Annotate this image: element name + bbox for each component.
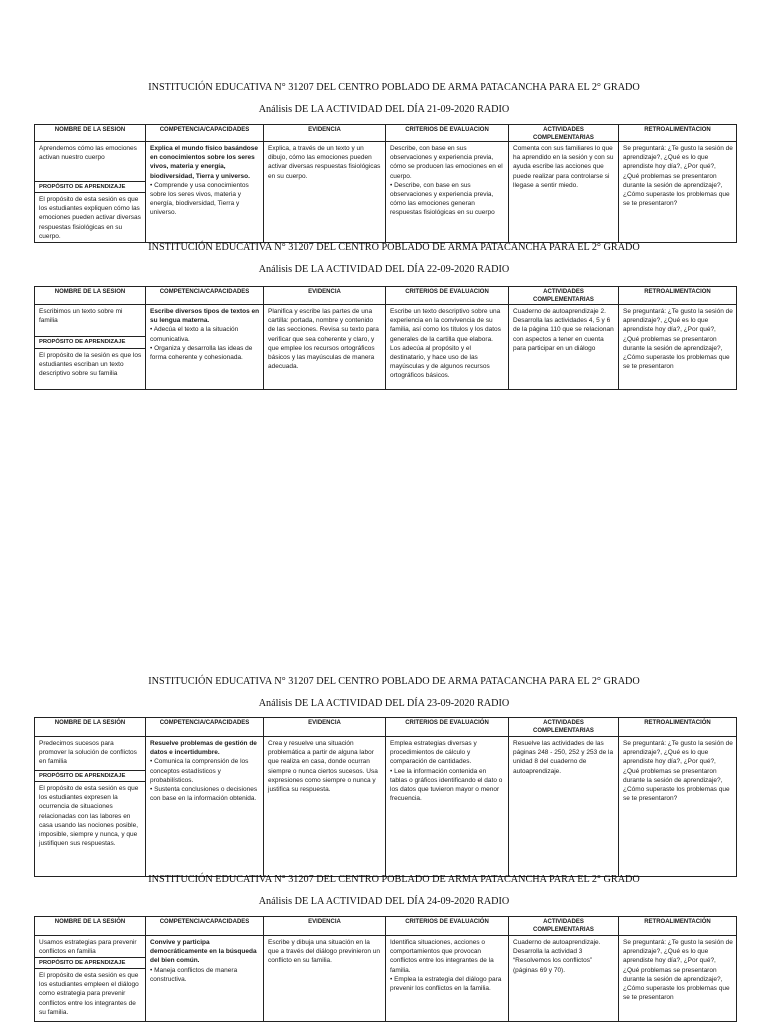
- activity-date-heading: Análisis DE LA ACTIVIDAD DEL DÍA 21-09-2020 RADIO: [258, 104, 510, 115]
- criteria-item: Identifica situaciones, acciones o comportamientos que provocan conflictos entre los integrantes de la familia.: [390, 939, 494, 974]
- feedback-text: Se preguntará: ¿Te gusto la sesión de aprendizaje?, ¿Qué es lo que aprendiste hoy día?, ¿Por qué?, ¿Qué problemas se presentaron durante la sesión de aprendizaje?, ¿Cómo superaste los problemas que se te presentaron?: [619, 142, 737, 243]
- feedback-text: Se preguntará: ¿Te gusto la sesión de aprendizaje?, ¿Qué es lo que aprendiste hoy día?, ¿Por qué?, ¿Qué problemas se presentaron durante la sesión de aprendizaje?, ¿Cómo superaste los problemas que se te presentaron: [619, 305, 737, 390]
- session-name: Predecimos sucesos para promover la solución de conflictos en familia: [35, 737, 146, 771]
- header-feedback: RETROALIMENTACION: [619, 125, 737, 142]
- school-title: INSTITUCIÓN EDUCATIVA N° 31207 DEL CENTRO POBLADO DE ARMA PATACANCHA PARA EL 2° GRADO: [148, 242, 640, 253]
- competency-title: Convive y participa democráticamente en la búsqueda del bien común.: [150, 939, 257, 965]
- criteria-item: • Describe, con base en sus observaciones y experiencia previa, cómo las emociones generan respuestas fisiológicas en su cuerpo: [390, 181, 495, 217]
- purpose-text: El propósito de la sesión es que los estudiantes escriban un texto descriptivo sobre su familia: [35, 349, 146, 390]
- evidence-text: Explica, a través de un texto y un dibujo, cómo las emociones pueden activar diversas respuestas fisiológicas en su cuerpo.: [264, 142, 386, 243]
- header-evidence: EVIDENCIA: [264, 718, 386, 737]
- criteria-item: Escribe un texto descriptivo sobre una experiencia en la convivencia de su familia, así como los títulos y los datos generales de la cartilla que elabora. Los adecúa al propósito y el destinatario, y hace uso de las mayúsculas y de algunos recursos ortográficos básicos.: [390, 308, 501, 380]
- capacity-item: • Organiza y desarrolla las ideas de forma coherente y cohesionada.: [150, 344, 253, 362]
- evidence-text: Crea y resuelve una situación problemática a partir de alguna labor que realiza en casa, donde ocurran siempre o nunca ciertos sucesos. Usa expresiones como siempre o nunca y justifica su respuesta.: [264, 737, 386, 877]
- capacity-item: • Maneja conflictos de manera constructiva.: [150, 966, 238, 983]
- activity-analysis-table: [34, 286, 737, 390]
- header-evidence: EVIDENCIA: [264, 917, 386, 936]
- capacity-item: • Adecúa el texto a la situación comunicativa.: [150, 326, 239, 343]
- criteria-item: • Emplea la estrategia del diálogo para prevenir los conflictos en la familia.: [390, 975, 502, 993]
- criteria-item: Describe, con base en sus observaciones y experiencia previa, cómo se producen las emociones en el cuerpo.: [390, 145, 503, 180]
- capacity-item: • Sustenta conclusiones o decisiones con base en la información obtenida.: [150, 786, 258, 803]
- activities-text: Resuelve las actividades de las páginas 248 - 250, 252 y 253 de la unidad 8 del cuaderno de autoaprendizaje.: [509, 737, 619, 877]
- header-criteria: CRITERIOS DE EVALUACION: [386, 287, 509, 305]
- header-feedback: RETROALIMENTACION: [619, 287, 737, 305]
- school-title: INSTITUCIÓN EDUCATIVA N° 31207 DEL CENTRO POBLADO DE ARMA PATACANCHA PARA EL 2° GRADO: [148, 874, 640, 885]
- header-activities: ACTIVIDADES COMPLEMENTARIAS: [509, 125, 619, 142]
- session-name: Aprendemos cómo las emociones activan nuestro cuerpo: [35, 142, 146, 182]
- activity-analysis-table: [34, 124, 737, 243]
- header-evidence: EVIDENCIA: [264, 287, 386, 305]
- purpose-text: El propósito de esta sesión es que los estudiantes expliquen cómo las emociones pueden activar diversas respuestas fisiológicas en su cuerpo.: [35, 193, 146, 243]
- competency-cell: [146, 305, 264, 390]
- header-session-name: NOMBRE DE LA SESION: [35, 125, 146, 142]
- competency-cell: [146, 142, 264, 243]
- criteria-item: Emplea estrategias diversas y procedimientos de cálculo y comparación de cantidades.: [390, 740, 477, 766]
- competency-title: Escribe diversos tipos de textos en su lengua materna.: [150, 308, 260, 325]
- evidence-text: Planifica y escribe las partes de una cartilla: portada, nombre y contenido de las secciones. Revisa su texto para verificar que sea coherente y claro, y que emplee los recursos ortográficos básicos y las mayúsculas de manera adecuada.: [264, 305, 386, 390]
- activity-date-heading: Análisis DE LA ACTIVIDAD DEL DÍA 22-09-2020 RADIO: [258, 264, 510, 275]
- competency-title: Explica el mundo físico basándose en conocimientos sobre los seres vivos, materia y energía, biodiversidad, Tierra y universo.: [150, 145, 259, 180]
- session-name: Usamos estrategias para prevenir conflictos en familia: [35, 936, 146, 958]
- school-title: INSTITUCIÓN EDUCATIVA N° 31207 DEL CENTRO POBLADO DE ARMA PATACANCHA PARA EL 2° GRADO: [148, 676, 640, 687]
- activity-date-heading: Análisis DE LA ACTIVIDAD DEL DÍA 23-09-2020 RADIO: [258, 698, 510, 709]
- school-title: INSTITUCIÓN EDUCATIVA N° 31207 DEL CENTRO POBLADO DE ARMA PATACANCHA PARA EL 2° GRADO: [148, 82, 640, 93]
- header-competency: COMPETENCIA/CAPACIDADES: [146, 718, 264, 737]
- header-competency: COMPETENCIA/CAPACIDADES: [146, 125, 264, 142]
- criteria-cell: [386, 305, 509, 390]
- header-competency: COMPETENCIA/CAPACIDADES: [146, 917, 264, 936]
- header-feedback: RETROALIMENTACIÓN: [619, 718, 737, 737]
- activities-text: Cuaderno de autoaprendizaje. Desarrolla la actividad 3 “Resolvemos los conflictos” (páginas 69 y 70).: [509, 936, 619, 1022]
- header-session-name: NOMBRE DE LA SESIÓN: [35, 917, 146, 936]
- feedback-text: Se preguntará: ¿Te gusto la sesión de aprendizaje?, ¿Qué es lo que aprendiste hoy día?, ¿Por qué?, ¿Qué problemas se presentaron durante la sesión de aprendizaje?, ¿Cómo superaste los problemas que se te presentaron?: [619, 737, 737, 877]
- activity-analysis-table: [34, 717, 737, 877]
- header-criteria: CRITERIOS DE EVALUACIÓN: [386, 917, 509, 936]
- activities-text: Cuaderno de autoaprendizaje 2. Desarrolla las actividades 4, 5 y 6 de la página 110 que se relacionan con aspectos a tener en cuenta para participar en un diálogo: [509, 305, 619, 390]
- feedback-text: Se preguntará: ¿Te gusto la sesión de aprendizaje?, ¿Qué es lo que aprendiste hoy día?, ¿Por qué?, ¿Qué problemas se presentaron durante la sesión de aprendizaje?, ¿Cómo superaste los problemas que se te presentaron: [619, 936, 737, 1022]
- header-activities: ACTIVIDADES COMPLEMENTARIAS: [509, 718, 619, 737]
- competency-cell: [146, 936, 264, 1022]
- header-session-name: NOMBRE DE LA SESIÓN: [35, 718, 146, 737]
- competency-title: Resuelve problemas de gestión de datos e incertidumbre.: [150, 740, 257, 757]
- competency-cell: [146, 737, 264, 877]
- purpose-label: PROPÓSITO DE APRENDIZAJE: [35, 771, 146, 782]
- purpose-text: El propósito de esta sesión es que los estudiantes empleen el diálogo como estrategia para prevenir conflictos entre los integrantes de su familia.: [35, 969, 146, 1022]
- activities-text: Comenta con sus familiares lo que ha aprendido en la sesión y con su ayuda escribe las acciones que puede realizar para controlarse si llegase a sentir miedo.: [509, 142, 619, 243]
- purpose-text: El propósito de esta sesión es que los estudiantes expresen la ocurrencia de situaciones relacionadas con las labores en casa usando las nociones posible, imposible, siempre y nunca, y que justifiquen sus respuestas.: [35, 782, 146, 877]
- purpose-label: PROPÓSITO DE APRENDIZAJE: [35, 337, 146, 349]
- header-competency: COMPETENCIA/CAPACIDADES: [146, 287, 264, 305]
- criteria-item: • Lee la información contenida en tablas o gráficos identificando el dato o los datos que tuvieron mayor o menor frecuencia.: [390, 767, 503, 803]
- criteria-cell: [386, 142, 509, 243]
- header-activities: ACTIVIDADES COMPLEMENTARIAS: [509, 917, 619, 936]
- header-evidence: EVIDENCIA: [264, 125, 386, 142]
- criteria-cell: [386, 737, 509, 877]
- capacity-item: • Comprende y usa conocimientos sobre los seres vivos, materia y energía, biodiversidad, Tierra y universo.: [150, 181, 249, 217]
- purpose-label: PROPÓSITO DE APRENDIZAJE: [35, 182, 146, 193]
- capacity-item: • Comunica la comprensión de los conceptos estadísticos y probabilísticos.: [150, 758, 249, 784]
- evidence-text: Escribe y dibuja una situación en la que a través del diálogo previnieron un conflicto en su familia.: [264, 936, 386, 1022]
- purpose-label: PROPÓSITO DE APRENDIZAJE: [35, 958, 146, 969]
- header-feedback: RETROALIMENTACIÓN: [619, 917, 737, 936]
- activity-date-heading: Análisis DE LA ACTIVIDAD DEL DÍA 24-09-2020 RADIO: [258, 896, 510, 907]
- activity-analysis-table: [34, 916, 737, 1022]
- header-session-name: NOMBRE DE LA SESION: [35, 287, 146, 305]
- header-criteria: CRITERIOS DE EVALUACION: [386, 125, 509, 142]
- criteria-cell: [386, 936, 509, 1022]
- session-name: Escribimos un texto sobre mi familia: [35, 305, 146, 337]
- header-criteria: CRITERIOS DE EVALUACIÓN: [386, 718, 509, 737]
- header-activities: ACTIVIDADES COMPLEMENTARIAS: [509, 287, 619, 305]
